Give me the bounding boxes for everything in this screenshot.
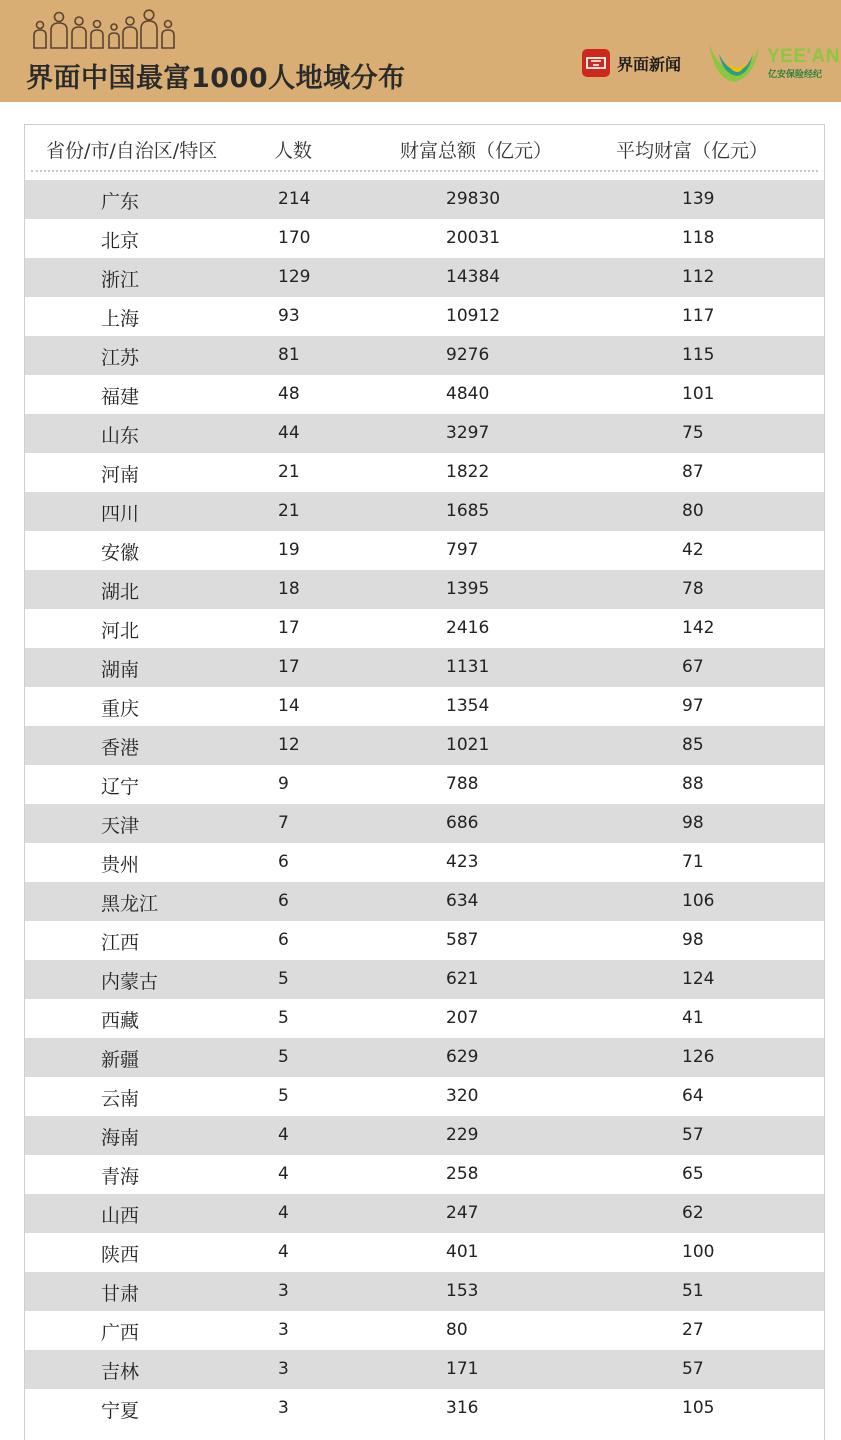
- cell-count: 5: [278, 1008, 289, 1028]
- cell-avg-wealth: 62: [682, 1203, 704, 1223]
- cell-count: 44: [278, 423, 300, 443]
- cell-region: 贵州: [101, 854, 140, 876]
- cell-region: 浙江: [101, 269, 140, 291]
- cell-avg-wealth: 57: [682, 1125, 704, 1145]
- cell-avg-wealth: 51: [682, 1281, 704, 1301]
- table-row: [25, 1350, 824, 1389]
- cell-avg-wealth: 88: [682, 774, 704, 794]
- cell-region: 河南: [101, 464, 140, 486]
- brand-logo-icon: [582, 49, 610, 77]
- table-body: [25, 180, 824, 1428]
- table-row: [25, 375, 824, 414]
- cell-count: 5: [278, 1086, 289, 1106]
- cell-total-wealth: 4840: [446, 384, 490, 404]
- cell-total-wealth: 80: [446, 1320, 468, 1340]
- table-row: [25, 531, 824, 570]
- cell-total-wealth: 1354: [446, 696, 490, 716]
- cell-count: 3: [278, 1281, 289, 1301]
- cell-total-wealth: 1021: [446, 735, 490, 755]
- cell-total-wealth: 1131: [446, 657, 490, 677]
- cell-region: 湖北: [101, 581, 140, 603]
- header-region: 省份/市/自治区/特区: [46, 140, 218, 162]
- table-row: [25, 804, 824, 843]
- cell-region: 广西: [101, 1322, 140, 1344]
- table-row: [25, 1233, 824, 1272]
- cell-total-wealth: 316: [446, 1398, 479, 1418]
- table-row: [25, 570, 824, 609]
- table-row: [25, 1272, 824, 1311]
- cell-count: 170: [278, 228, 311, 248]
- cell-total-wealth: 1685: [446, 501, 490, 521]
- table-row: [25, 1389, 824, 1428]
- cell-avg-wealth: 115: [682, 345, 715, 365]
- table-row: [25, 1038, 824, 1077]
- cell-avg-wealth: 27: [682, 1320, 704, 1340]
- cell-count: 6: [278, 930, 289, 950]
- cell-count: 4: [278, 1164, 289, 1184]
- partner-word: YEE'AN: [767, 46, 840, 67]
- cell-avg-wealth: 98: [682, 930, 704, 950]
- table-row: [25, 180, 824, 219]
- cell-avg-wealth: 126: [682, 1047, 715, 1067]
- cell-count: 4: [278, 1125, 289, 1145]
- cell-region: 宁夏: [101, 1400, 140, 1422]
- header-banner: [0, 0, 841, 102]
- page-title: 界面中国最富1000人地域分布: [26, 63, 406, 94]
- cell-avg-wealth: 75: [682, 423, 704, 443]
- cell-count: 7: [278, 813, 289, 833]
- cell-region: 河北: [101, 620, 140, 642]
- cell-total-wealth: 2416: [446, 618, 490, 638]
- cell-total-wealth: 20031: [446, 228, 501, 248]
- cell-region: 江苏: [101, 347, 140, 369]
- cell-count: 17: [278, 618, 300, 638]
- cell-avg-wealth: 139: [682, 189, 715, 209]
- cell-total-wealth: 29830: [446, 189, 501, 209]
- cell-region: 西藏: [101, 1010, 140, 1032]
- table-row: [25, 219, 824, 258]
- table-row: [25, 1077, 824, 1116]
- cell-count: 4: [278, 1242, 289, 1262]
- cell-count: 21: [278, 501, 300, 521]
- cell-region: 香港: [101, 737, 140, 759]
- table-row: [25, 687, 824, 726]
- cell-avg-wealth: 100: [682, 1242, 715, 1262]
- header-avg-wealth: 平均财富（亿元）: [616, 140, 769, 162]
- cell-region: 内蒙古: [101, 971, 159, 993]
- table-row: [25, 609, 824, 648]
- cell-count: 12: [278, 735, 300, 755]
- table-row: [25, 1194, 824, 1233]
- cell-total-wealth: 423: [446, 852, 479, 872]
- cell-total-wealth: 229: [446, 1125, 479, 1145]
- cell-total-wealth: 3297: [446, 423, 490, 443]
- partner-logo: [705, 40, 840, 88]
- cell-total-wealth: 247: [446, 1203, 479, 1223]
- cell-total-wealth: 14384: [446, 267, 501, 287]
- cell-avg-wealth: 85: [682, 735, 704, 755]
- cell-count: 3: [278, 1320, 289, 1340]
- cell-total-wealth: 171: [446, 1359, 479, 1379]
- partner-logo-icon: [705, 40, 765, 88]
- cell-total-wealth: 1822: [446, 462, 490, 482]
- brand-name: 界面新闻: [617, 54, 682, 74]
- table-row: [25, 882, 824, 921]
- cell-region: 四川: [101, 503, 140, 525]
- cell-total-wealth: 1395: [446, 579, 490, 599]
- cell-avg-wealth: 71: [682, 852, 704, 872]
- cell-region: 广东: [101, 191, 140, 213]
- table-header: [25, 125, 824, 171]
- cell-avg-wealth: 118: [682, 228, 715, 248]
- cell-region: 新疆: [101, 1049, 140, 1071]
- cell-total-wealth: 629: [446, 1047, 479, 1067]
- cell-avg-wealth: 42: [682, 540, 704, 560]
- cell-total-wealth: 621: [446, 969, 479, 989]
- cell-total-wealth: 686: [446, 813, 479, 833]
- cell-region: 湖南: [101, 659, 140, 681]
- cell-region: 辽宁: [101, 776, 140, 798]
- cell-region: 山西: [101, 1205, 140, 1227]
- cell-total-wealth: 258: [446, 1164, 479, 1184]
- header-divider: [31, 170, 818, 172]
- table-row: [25, 960, 824, 999]
- cell-count: 5: [278, 1047, 289, 1067]
- cell-total-wealth: 10912: [446, 306, 501, 326]
- cell-avg-wealth: 105: [682, 1398, 715, 1418]
- cell-count: 129: [278, 267, 311, 287]
- table-row: [25, 297, 824, 336]
- cell-region: 重庆: [101, 698, 140, 720]
- cell-region: 北京: [101, 230, 140, 252]
- cell-total-wealth: 153: [446, 1281, 479, 1301]
- cell-count: 17: [278, 657, 300, 677]
- table-row: [25, 258, 824, 297]
- cell-count: 214: [278, 189, 311, 209]
- cell-count: 3: [278, 1359, 289, 1379]
- table-row: [25, 726, 824, 765]
- cell-region: 海南: [101, 1127, 140, 1149]
- table-row: [25, 492, 824, 531]
- partner-subtitle: 亿安保险经纪: [768, 70, 823, 80]
- cell-count: 4: [278, 1203, 289, 1223]
- cell-avg-wealth: 112: [682, 267, 715, 287]
- cell-region: 黑龙江: [101, 893, 159, 915]
- cell-total-wealth: 401: [446, 1242, 479, 1262]
- cell-region: 甘肃: [101, 1283, 140, 1305]
- wealth-table: [24, 124, 825, 1440]
- cell-avg-wealth: 80: [682, 501, 704, 521]
- cell-avg-wealth: 64: [682, 1086, 704, 1106]
- table-row: [25, 414, 824, 453]
- cell-region: 云南: [101, 1088, 140, 1110]
- cell-avg-wealth: 106: [682, 891, 715, 911]
- cell-avg-wealth: 65: [682, 1164, 704, 1184]
- table-row: [25, 1155, 824, 1194]
- cell-count: 3: [278, 1398, 289, 1418]
- header-count: 人数: [274, 140, 313, 162]
- cell-count: 5: [278, 969, 289, 989]
- cell-count: 18: [278, 579, 300, 599]
- cell-avg-wealth: 78: [682, 579, 704, 599]
- cell-avg-wealth: 98: [682, 813, 704, 833]
- cell-count: 48: [278, 384, 300, 404]
- cell-total-wealth: 788: [446, 774, 479, 794]
- cell-region: 福建: [101, 386, 140, 408]
- cell-count: 21: [278, 462, 300, 482]
- cell-total-wealth: 320: [446, 1086, 479, 1106]
- cell-count: 6: [278, 891, 289, 911]
- cell-region: 陕西: [101, 1244, 140, 1266]
- cell-region: 上海: [101, 308, 140, 330]
- cell-region: 山东: [101, 425, 140, 447]
- header-total-wealth: 财富总额（亿元）: [400, 140, 553, 162]
- cell-region: 青海: [101, 1166, 140, 1188]
- cell-total-wealth: 587: [446, 930, 479, 950]
- table-row: [25, 999, 824, 1038]
- table-row: [25, 648, 824, 687]
- cell-total-wealth: 634: [446, 891, 479, 911]
- people-icon: [30, 8, 180, 50]
- table-row: [25, 336, 824, 375]
- cell-count: 19: [278, 540, 300, 560]
- cell-avg-wealth: 117: [682, 306, 715, 326]
- cell-total-wealth: 9276: [446, 345, 490, 365]
- cell-avg-wealth: 57: [682, 1359, 704, 1379]
- cell-region: 吉林: [101, 1361, 140, 1383]
- cell-count: 9: [278, 774, 289, 794]
- brand-logo: [582, 49, 681, 77]
- cell-avg-wealth: 97: [682, 696, 704, 716]
- cell-count: 81: [278, 345, 300, 365]
- cell-total-wealth: 797: [446, 540, 479, 560]
- cell-count: 6: [278, 852, 289, 872]
- table-row: [25, 921, 824, 960]
- table-row: [25, 1116, 824, 1155]
- cell-total-wealth: 207: [446, 1008, 479, 1028]
- cell-avg-wealth: 142: [682, 618, 715, 638]
- cell-region: 天津: [101, 815, 140, 837]
- cell-avg-wealth: 67: [682, 657, 704, 677]
- cell-avg-wealth: 87: [682, 462, 704, 482]
- cell-count: 93: [278, 306, 300, 326]
- cell-region: 安徽: [101, 542, 140, 564]
- cell-region: 江西: [101, 932, 140, 954]
- table-row: [25, 453, 824, 492]
- cell-avg-wealth: 101: [682, 384, 715, 404]
- table-row: [25, 765, 824, 804]
- table-row: [25, 843, 824, 882]
- cell-avg-wealth: 124: [682, 969, 715, 989]
- cell-avg-wealth: 41: [682, 1008, 704, 1028]
- table-row: [25, 1311, 824, 1350]
- cell-count: 14: [278, 696, 300, 716]
